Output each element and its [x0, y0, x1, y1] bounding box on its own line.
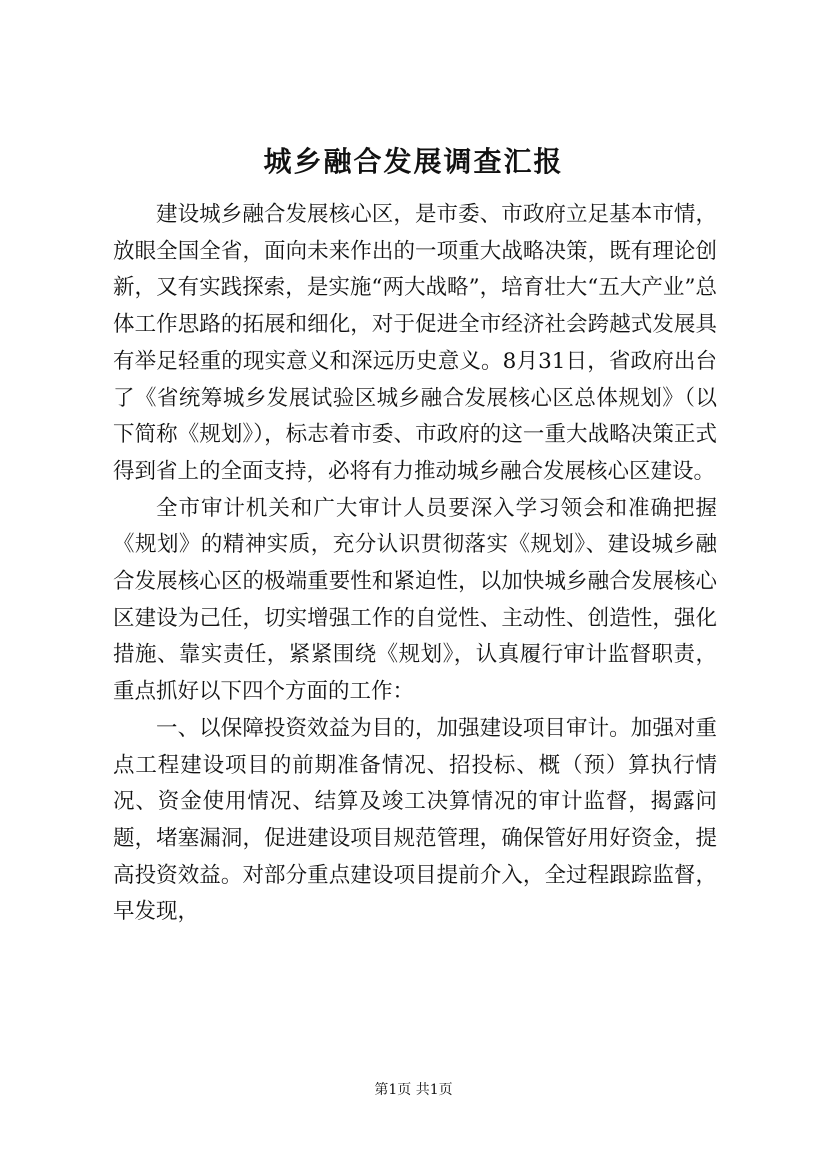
document-title: 城乡融合发展调查汇报	[263, 145, 564, 178]
document-body	[113, 197, 717, 931]
paragraph: 全市审计机关和广大审计人员要深入学习领会和准确把握《规划》的精神实质，充分认识贯彻落实《规划》、建设城乡融合发展核心区的极端重要性和紧迫性，以加快城乡融合发展核心区建设为己任，切实增强工作的自觉性、主动性、创造性，强化措施、靠实责任，紧紧围绕《规划》，认真履行审计监督职责，重点抓好以下四个方面的工作：	[113, 495, 717, 705]
paragraph: 一、以保障投资效益为目的，加强建设项目审计。加强对重点工程建设项目的前期准备情况、招投标、概（预）算执行情况、资金使用情况、结算及竣工决算情况的审计监督，揭露问题，堵塞漏洞，促进建设项目规范管理，确保管好用好资金，提高投资效益。对部分重点建设项目提前介入，全过程跟踪监督，早发现，	[113, 715, 717, 925]
paragraph: 建设城乡融合发展核心区，是市委、市政府立足基本市情，放眼全国全省，面向未来作出的一项重大战略决策，既有理论创新，又有实践探索，是实施“两大战略”，培育壮大“五大产业”总体工作思路的拓展和细化，对于促进全市经济社会跨越式发展具有举足轻重的现实意义和深远历史意义。8月31日，省政府出台了《省统筹城乡发展试验区城乡融合发展核心区总体规划》（以下简称《规划》），标志着市委、市政府的这一重大战略决策正式得到省上的全面支持，必将有力推动城乡融合发展核心区建设。	[113, 202, 717, 484]
page-footer: 第1页 共1页	[374, 1082, 453, 1098]
